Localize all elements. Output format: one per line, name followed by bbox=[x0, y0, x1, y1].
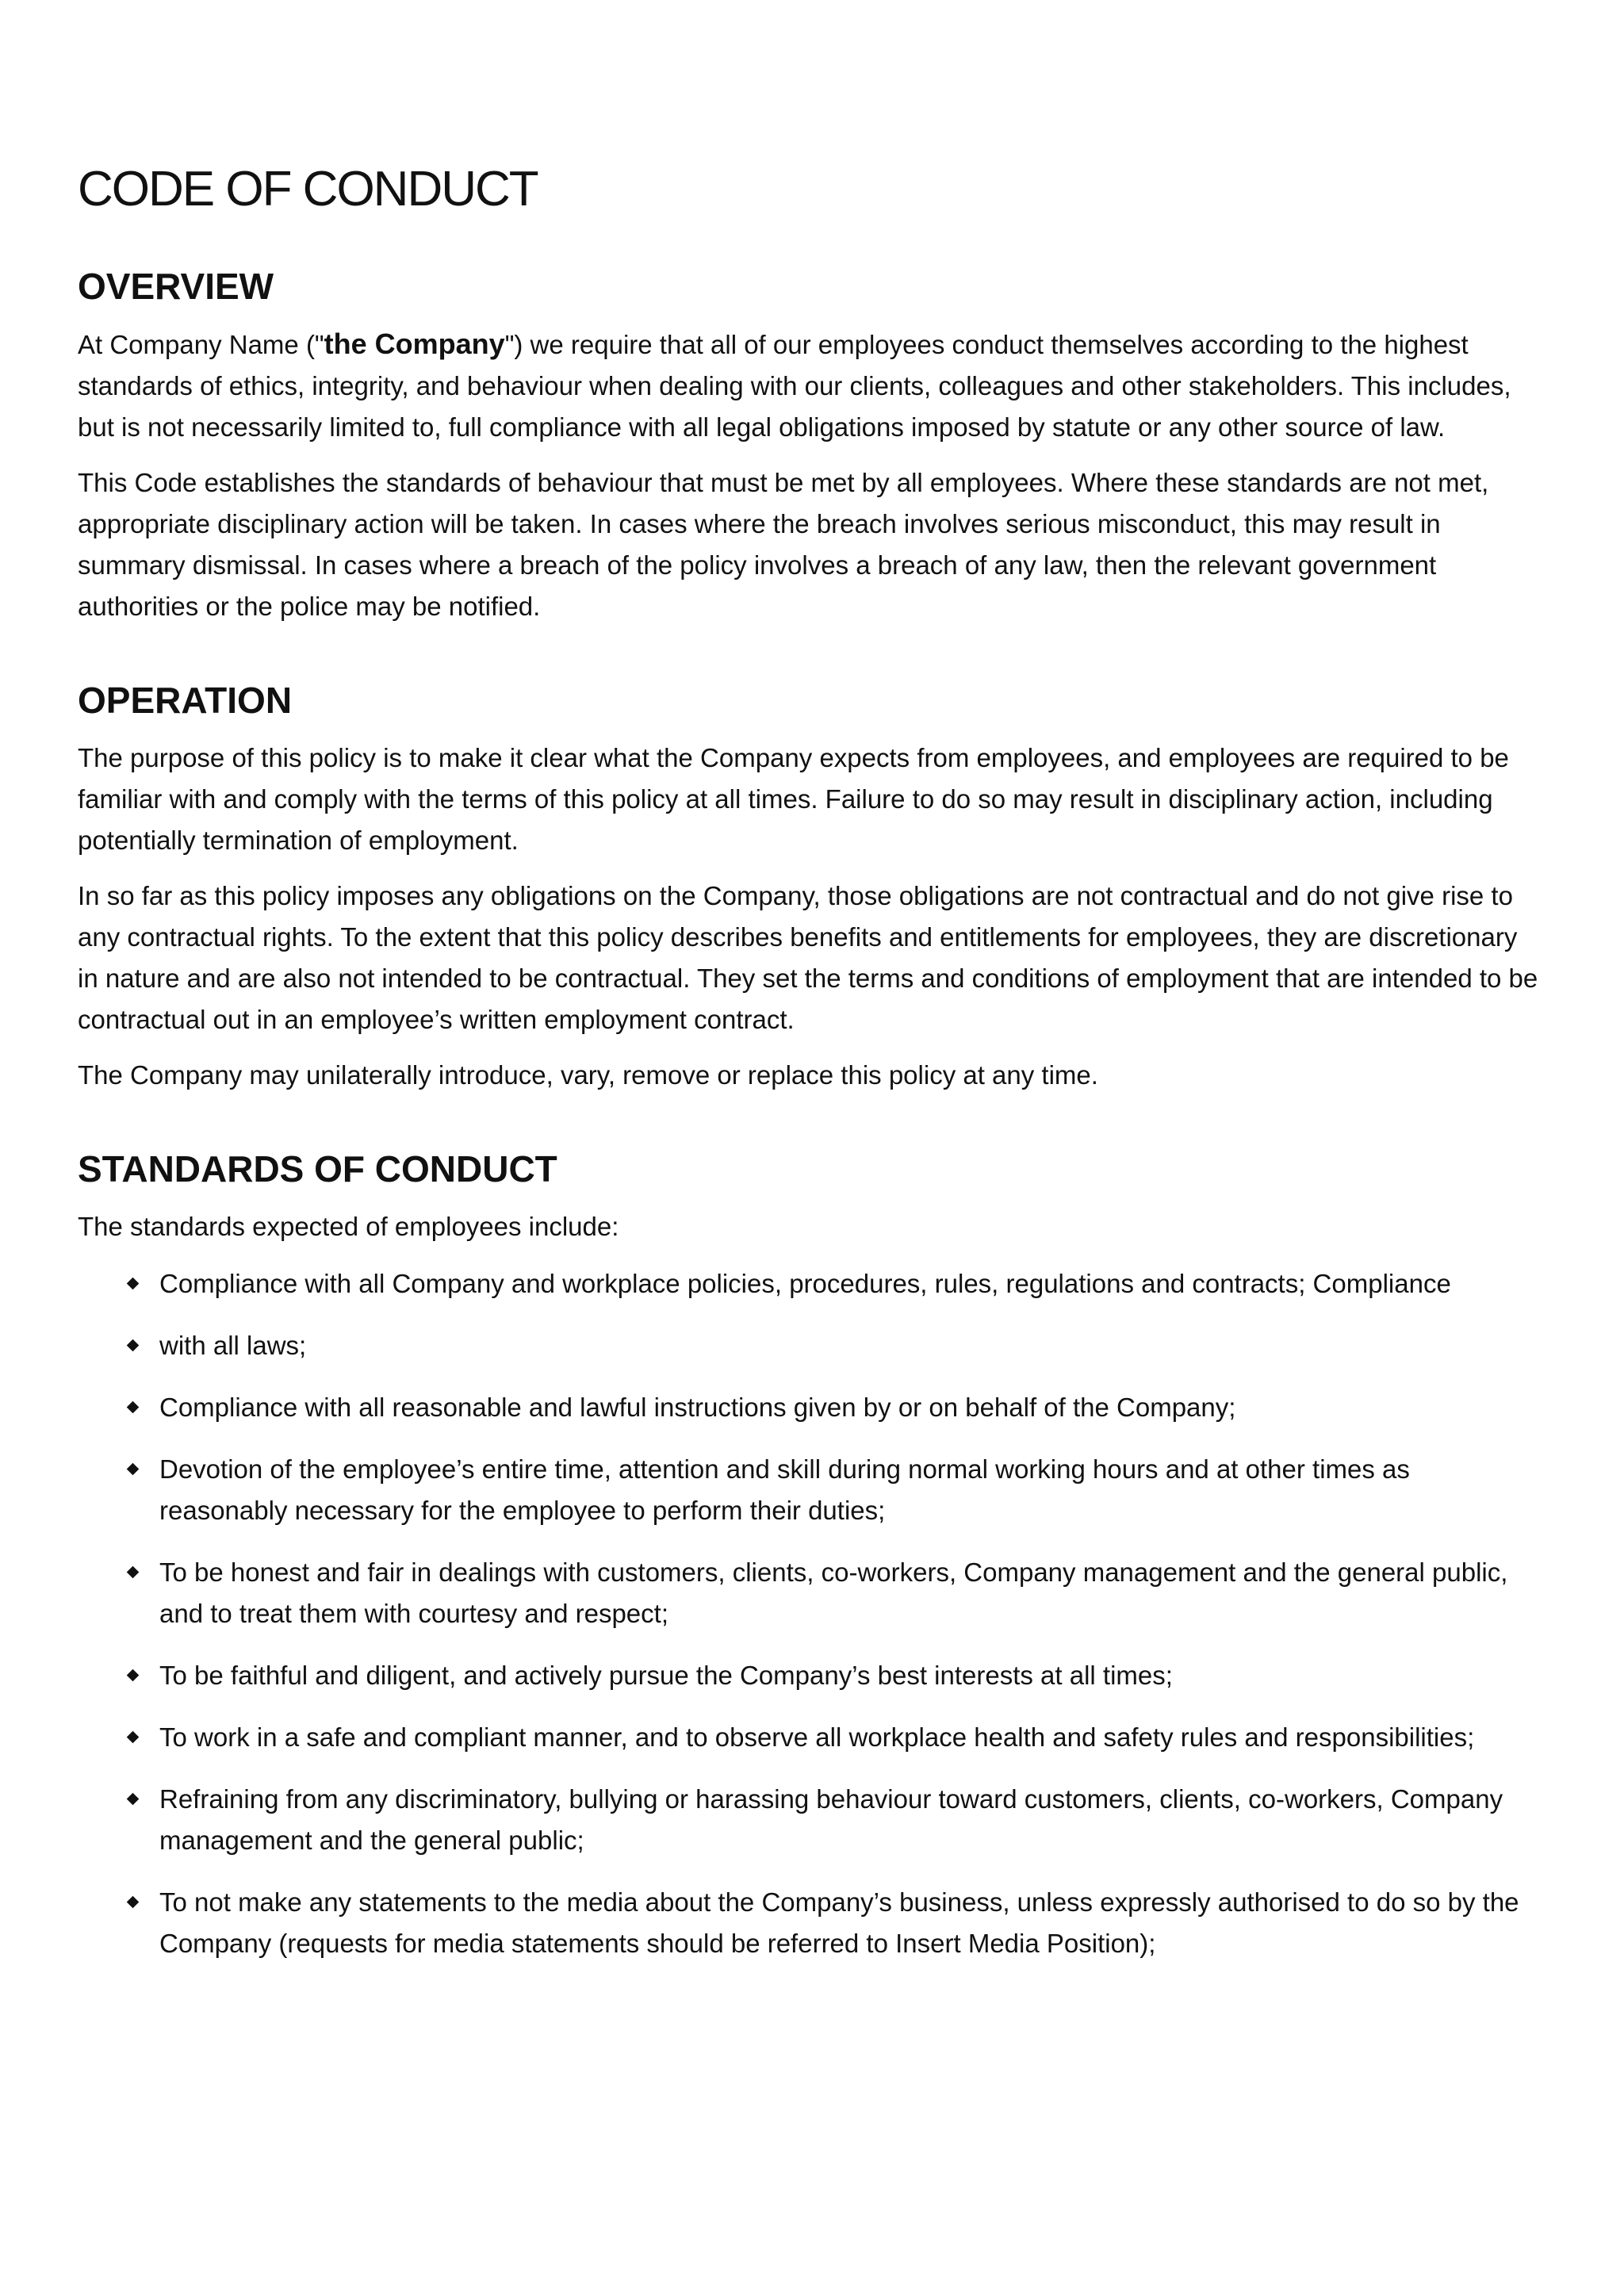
list-item-text: Refraining from any discriminatory, bullying or harassing behaviour toward customers, clients, co-workers, Company management and the general public; bbox=[159, 1784, 1503, 1855]
bullet-icon bbox=[127, 1669, 140, 1682]
overview-section bbox=[78, 266, 1545, 627]
overview-paragraph-2: This Code establishes the standards of behaviour that must be met by all employees. Where these standards are not met, appropriate disciplinary action will be taken. In cases where the breach involves serious misconduct, this may result in summary dismissal. In cases where a breach of the policy involves a breach of any law, then the relevant government authorities or the police may be notified. bbox=[78, 468, 1489, 622]
list-item-text: with all laws; bbox=[159, 1330, 307, 1360]
list-item bbox=[78, 1882, 1545, 1964]
operation-section bbox=[78, 680, 1545, 1096]
bullet-icon bbox=[127, 1401, 140, 1414]
list-item bbox=[78, 1717, 1545, 1758]
bullet-icon bbox=[127, 1731, 140, 1744]
list-item bbox=[78, 1325, 1545, 1366]
standards-intro: The standards expected of employees include: bbox=[78, 1211, 619, 1241]
operation-paragraph-1: The purpose of this policy is to make it clear what the Company expects from employees, and employees are required to be familiar with and comply with the terms of this policy at all times. Failure to do so may result in disciplinary action, including potentially termination of employment. bbox=[78, 742, 1509, 855]
list-item-text: To not make any statements to the media about the Company’s business, unless expressly authorised to do so by the Company (requests for media statements should be referred to Insert Media Position); bbox=[159, 1887, 1519, 1958]
list-item-text: To be faithful and diligent, and actively pursue the Company’s best interests at all times; bbox=[159, 1660, 1173, 1690]
overview-heading: OVERVIEW bbox=[78, 266, 274, 308]
standards-list bbox=[78, 1263, 1545, 1964]
document-title: CODE OF CONDUCT bbox=[78, 162, 538, 216]
operation-paragraph-3: The Company may unilaterally introduce, vary, remove or replace this policy at any time. bbox=[78, 1059, 1098, 1090]
standards-heading: STANDARDS OF CONDUCT bbox=[78, 1148, 557, 1190]
list-item bbox=[78, 1263, 1545, 1305]
bullet-icon bbox=[127, 1339, 140, 1352]
overview-p1-post: ") we require that all of our employees conduct themselves according to the highest standards of ethics, integrity, and behaviour when dealing with our clients, colleagues and other stakeholders. This includes, but is not necessarily limited to, full compliance with all legal obligations imposed by statute or any other source of law. bbox=[78, 330, 1511, 443]
list-item-text: Compliance with all Company and workplace policies, procedures, rules, regulations and contracts; Compliance bbox=[159, 1268, 1451, 1298]
operation-heading: OPERATION bbox=[78, 680, 293, 722]
operation-paragraph-2: In so far as this policy imposes any obligations on the Company, those obligations are not contractual and do not give rise to any contractual rights. To the extent that this policy describes benefits and entitlements for employees, they are discretionary in nature and are also not intended to be contractual. They set the terms and conditions of employment that are intended to be contractual out in an employee’s written employment contract. bbox=[78, 880, 1538, 1034]
standards-section bbox=[78, 1148, 1545, 1964]
bullet-icon bbox=[127, 1793, 140, 1806]
overview-paragraph-1 bbox=[78, 324, 1545, 448]
list-item bbox=[78, 1387, 1545, 1428]
list-item bbox=[78, 1655, 1545, 1696]
list-item bbox=[78, 1552, 1545, 1634]
list-item-text: To work in a safe and compliant manner, and to observe all workplace health and safety rules and responsibilities; bbox=[159, 1722, 1475, 1752]
list-item-text: Compliance with all reasonable and lawful instructions given by or on behalf of the Company; bbox=[159, 1392, 1236, 1422]
bullet-icon bbox=[127, 1896, 140, 1909]
bullet-icon bbox=[127, 1463, 140, 1476]
bullet-icon bbox=[127, 1566, 140, 1579]
list-item-text: Devotion of the employee’s entire time, attention and skill during normal working hours and at other times as reasonably necessary for the employee to perform their duties; bbox=[159, 1454, 1410, 1525]
list-item-text: To be honest and fair in dealings with customers, clients, co-workers, Company management and the general public, and to treat them with courtesy and respect; bbox=[159, 1557, 1508, 1628]
overview-p1-pre: At Company Name (" bbox=[78, 330, 324, 360]
list-item bbox=[78, 1449, 1545, 1531]
bullet-icon bbox=[127, 1278, 140, 1290]
list-item bbox=[78, 1779, 1545, 1861]
company-term: the Company bbox=[324, 328, 505, 361]
